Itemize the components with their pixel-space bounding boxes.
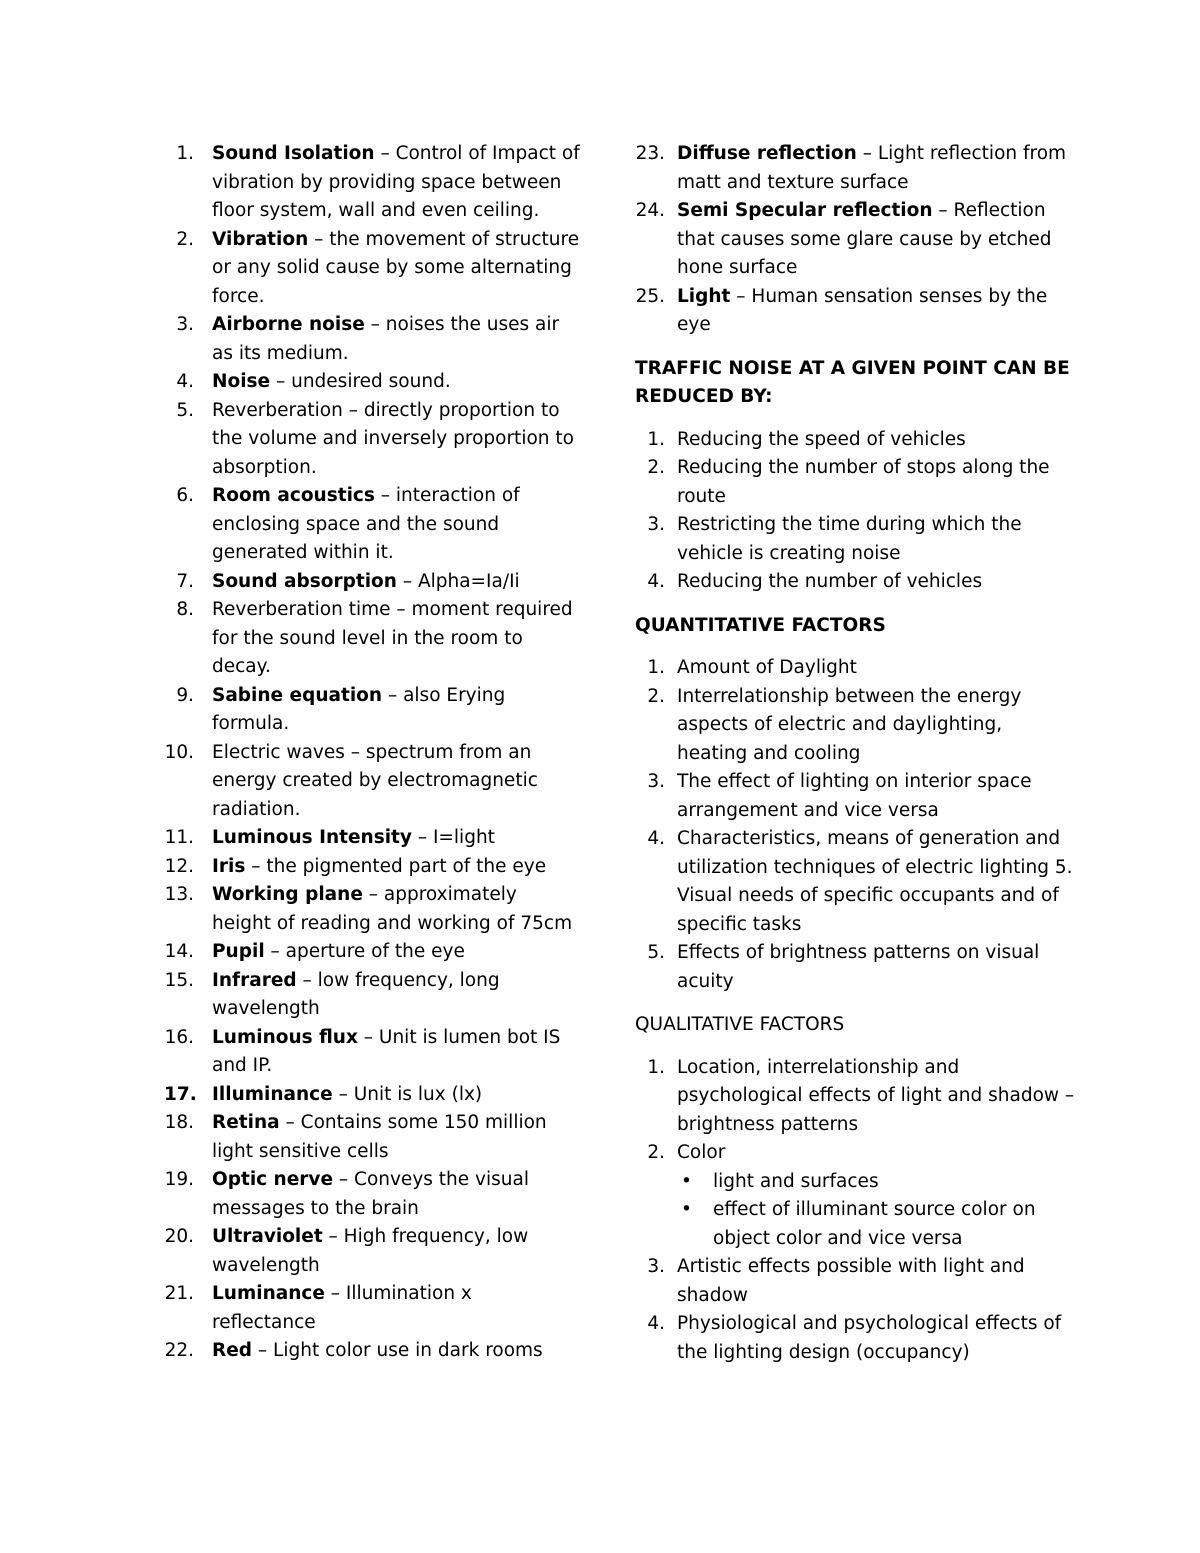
item-number: 15. [164,969,194,991]
definition-item [164,1337,580,1366]
qualitative-factors-list [635,1054,1075,1368]
item-number: 10. [164,741,194,763]
definition-item [164,824,580,853]
color-sublist [677,1168,1075,1254]
definition-term: Airborne noise [212,314,365,335]
item-text: Restricting the time during which the vehicle is creating noise [677,514,1022,564]
item-text: Physiological and psychological effects of the lighting design (occupancy) [677,1313,1062,1363]
list-item [635,511,1075,568]
sublist-item [677,1196,1075,1253]
definition-text: – interaction of enclosing space and the sound generated within it. [212,485,520,563]
definition-term: Sound absorption [212,570,397,592]
list-item [635,454,1075,511]
item-number: 3. [176,314,194,335]
item-text: Reducing the number of stops along the route [677,457,1050,507]
definition-text: Reverberation – directly proportion to the volume and inversely proportion to absorption. [212,399,574,478]
definition-item [635,197,1075,283]
definition-item [170,226,580,312]
definition-item [170,682,580,739]
item-number: 4. [647,828,665,849]
definition-item [635,140,1075,197]
item-number: 1. [647,1056,665,1078]
definition-term: Illuminance [212,1083,333,1105]
item-text: Effects of brightness patterns on visual acuity [677,942,1040,992]
item-number: 16. [164,1026,194,1048]
item-number: 3. [647,771,665,792]
definition-text: – Human sensation senses by the eye [677,285,1048,335]
item-number: 2. [647,685,665,707]
definition-item [164,1081,580,1110]
item-text: Color [677,1142,726,1163]
definition-term: Luminous flux [212,1026,358,1048]
definition-text: – Light reflection from matt and texture surface [677,143,1067,193]
definition-term: Infrared [212,969,297,991]
item-text: Reducing the speed of vehicles [677,428,966,450]
definition-text: – undesired sound. [270,371,451,392]
definition-term: Vibration [212,228,309,250]
item-number: 19. [164,1169,194,1190]
definition-text: – aperture of the eye [264,941,465,962]
item-number: 3. [647,514,665,535]
traffic-noise-heading: TRAFFIC NOISE AT A GIVEN POINT CAN BE REDUCED BY: [635,357,1070,407]
item-number: 24. [635,200,665,221]
definition-term: Luminous Intensity [212,827,412,848]
definitions-list-continued [635,140,1075,340]
definition-term: Red [212,1340,253,1361]
traffic-noise-list [635,426,1075,597]
definition-text: – low frequency, long wavelength [212,969,500,1019]
definition-text: – Reflection that causes some glare cause by etched hone surface [677,200,1052,278]
definition-text: – also Erying formula. [212,684,506,734]
qualitative-factors-heading: QUALITATIVE FACTORS [635,1014,845,1035]
item-number: 1. [647,657,665,678]
definition-item [164,739,580,825]
item-number: 25. [635,285,665,307]
definition-text: Reverberation time – moment required for the sound level in the room to decay. [212,599,573,677]
definition-term: Light [677,285,731,307]
definition-text: – the movement of structure or any solid cause by some alternating force. [212,228,580,307]
definition-item [170,568,580,597]
definition-item [164,1166,580,1223]
definition-term: Optic nerve [212,1169,334,1190]
item-number: 9. [176,684,194,706]
sublist-text: light and surfaces [713,1170,879,1192]
quantitative-factors-list [635,654,1075,996]
definition-term: Noise [212,371,271,392]
item-number: 1. [647,428,665,450]
item-number: 14. [164,941,194,962]
definition-item [164,1024,580,1081]
definition-term: Luminance [212,1283,325,1304]
definitions-list [164,140,580,1366]
item-number: 17. [164,1083,197,1105]
list-item [635,939,1075,996]
definition-term: Room acoustics [212,485,375,506]
quantitative-factors-heading: QUANTITATIVE FACTORS [635,614,886,636]
list-item [635,825,1075,939]
item-number: 4. [647,1313,665,1334]
item-number: 11. [164,827,194,848]
list-item [635,1310,1075,1367]
sublist-item [677,1168,1075,1197]
definition-text: – Conveys the visual messages to the brain [212,1169,529,1219]
definition-term: Iris [212,855,246,877]
definition-item [164,853,580,882]
item-text: Characteristics, means of generation and utilization techniques of electric lighting 5. Visual needs of specific occupants and of specific tasks [677,828,1073,935]
item-number: 4. [647,571,665,592]
definition-text: – Contains some 150 million light sensitive cells [212,1112,547,1162]
sublist-text: effect of illuminant source color on object color and vice versa [713,1199,1036,1249]
item-number: 3. [647,1256,665,1277]
item-text: Location, interrelationship and psychological effects of light and shadow – brightness patterns [677,1056,1075,1135]
item-number: 22. [164,1340,194,1361]
definition-text: – Illumination x reflectance [212,1283,472,1333]
definition-text: – the pigmented part of the eye [245,855,547,877]
definition-item [164,967,580,1024]
definition-term: Sound Isolation [212,143,375,164]
definition-item [635,283,1075,340]
definition-term: Retina [212,1112,280,1133]
definition-item [164,881,580,938]
bullet-icon: • [681,1199,692,1220]
list-item [635,568,1075,597]
definition-term: Working plane [212,884,363,905]
definition-term: Semi Specular reflection [677,200,933,221]
item-text: Amount of Daylight [677,657,857,678]
definition-text: – High frequency, low wavelength [212,1226,529,1276]
definition-item [170,596,580,682]
definition-item [164,1109,580,1166]
definition-text: – Light color use in dark rooms [252,1340,543,1361]
definition-text: – approximately height of reading and working of 75cm [212,884,573,934]
definition-text: – noises the uses air as its medium. [212,314,560,364]
definition-text: – Unit is lumen bot IS and IP. [212,1026,561,1076]
item-number: 13. [164,884,194,905]
definition-item [164,1280,580,1337]
item-number: 20. [164,1226,194,1247]
item-number: 4. [176,371,194,392]
definition-text: – Alpha=Ia/Ii [396,570,520,592]
definition-text: – Control of Impact of vibration by providing space between floor system, wall and even ceiling. [212,143,580,221]
definition-item [164,1223,580,1280]
item-text: Interrelationship between the energy aspects of electric and daylighting, heating and cooling [677,685,1022,764]
list-item [635,1139,1075,1253]
list-item [635,768,1075,825]
item-number: 2. [647,1142,665,1163]
definition-item [170,397,580,483]
item-text: Artistic effects possible with light and shadow [677,1256,1025,1306]
item-text: The effect of lighting on interior space arrangement and vice versa [677,771,1032,821]
definition-term: Pupil [212,941,265,962]
item-number: 5. [176,399,194,421]
definition-term: Ultraviolet [212,1226,323,1247]
item-number: 5. [647,942,665,963]
right-column [635,140,1075,1382]
item-number: 21. [164,1283,194,1304]
item-number: 1. [176,143,194,164]
bullet-icon: • [681,1170,692,1192]
left-column [164,140,580,1366]
definition-text: – I=light [411,827,495,848]
definition-item [170,368,580,397]
definition-item [170,140,580,226]
list-item [635,683,1075,769]
item-number: 2. [176,228,194,250]
definition-text: – Unit is lux (lx) [332,1083,483,1105]
list-item [635,1054,1075,1140]
item-number: 18. [164,1112,194,1133]
item-number: 2. [647,457,665,478]
definition-item [170,482,580,568]
item-text: Reducing the number of vehicles [677,571,983,592]
list-item [635,654,1075,683]
definition-term: Diffuse reflection [677,143,857,164]
item-number: 8. [176,599,194,620]
definition-text: Electric waves – spectrum from an energy created by electromagnetic radiation. [212,741,538,820]
list-item [635,1253,1075,1310]
item-number: 23. [635,143,665,164]
list-item [635,426,1075,455]
definition-item [170,311,580,368]
item-number: 12. [164,855,194,877]
item-number: 7. [176,570,194,592]
definition-item [164,938,580,967]
definition-term: Sabine equation [212,684,383,706]
item-number: 6. [176,485,194,506]
